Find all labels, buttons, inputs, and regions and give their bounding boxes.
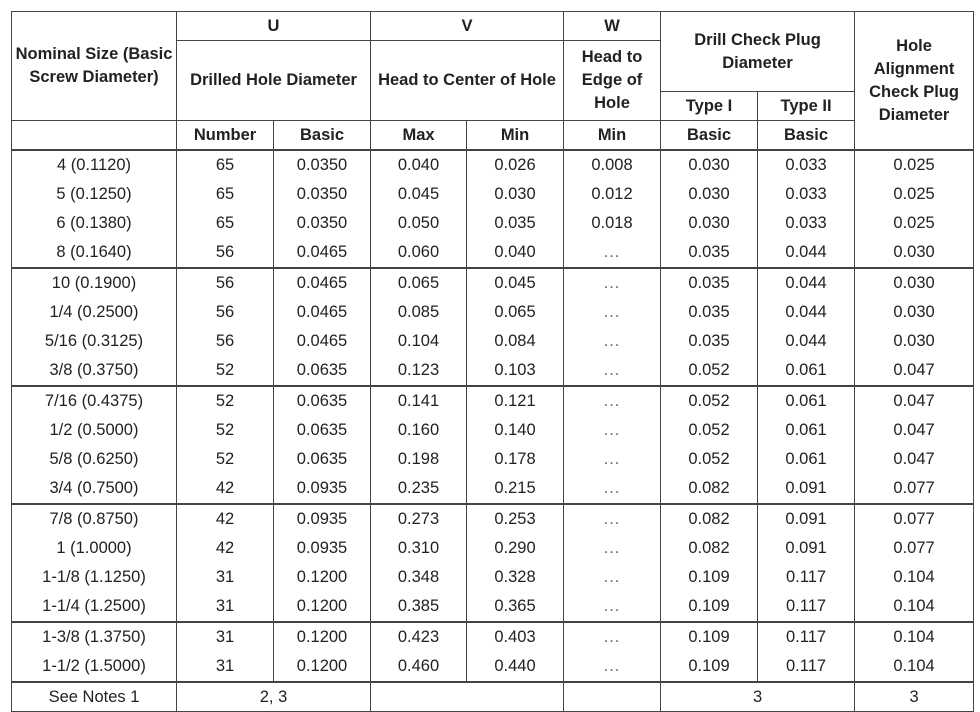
number-cell: 31 <box>177 622 274 652</box>
min-cell: 0.045 <box>467 268 564 298</box>
type1-basic-cell: 0.052 <box>661 356 758 386</box>
number-cell: 56 <box>177 238 274 268</box>
number-cell: 65 <box>177 180 274 209</box>
min-cell: 0.440 <box>467 652 564 682</box>
alignment-cell: 0.030 <box>855 327 974 356</box>
max-cell: 0.423 <box>371 622 467 652</box>
w-min-cell: ... <box>564 386 661 416</box>
min-header: Min <box>467 121 564 151</box>
max-cell: 0.040 <box>371 150 467 180</box>
basic-cell: 0.0935 <box>274 534 371 563</box>
max-cell: 0.104 <box>371 327 467 356</box>
alignment-cell: 0.025 <box>855 209 974 238</box>
type1-basic-cell: 0.030 <box>661 209 758 238</box>
type1-header: Type I <box>661 92 758 121</box>
alignment-cell: 0.030 <box>855 298 974 327</box>
min-cell: 0.290 <box>467 534 564 563</box>
u-header: U <box>177 12 371 41</box>
alignment-cell: 0.047 <box>855 445 974 474</box>
alignment-cell: 0.030 <box>855 268 974 298</box>
type2-basic-cell: 0.061 <box>758 416 855 445</box>
number-cell: 52 <box>177 416 274 445</box>
basic-cell: 0.0465 <box>274 327 371 356</box>
alignment-cell: 0.077 <box>855 504 974 534</box>
alignment-cell: 0.104 <box>855 652 974 682</box>
type2-basic-cell: 0.117 <box>758 592 855 622</box>
min-cell: 0.084 <box>467 327 564 356</box>
type1-basic-cell: 0.082 <box>661 504 758 534</box>
number-cell: 31 <box>177 563 274 592</box>
type2-basic-header: Basic <box>758 121 855 151</box>
number-cell: 42 <box>177 474 274 504</box>
nominal-size-cell: 5/8 (0.6250) <box>12 445 177 474</box>
max-cell: 0.160 <box>371 416 467 445</box>
table-row <box>12 534 974 563</box>
type2-basic-cell: 0.091 <box>758 534 855 563</box>
max-cell: 0.060 <box>371 238 467 268</box>
basic-cell: 0.0465 <box>274 268 371 298</box>
basic-cell: 0.1200 <box>274 652 371 682</box>
max-cell: 0.045 <box>371 180 467 209</box>
type1-basic-cell: 0.052 <box>661 445 758 474</box>
table-row <box>12 652 974 682</box>
number-cell: 65 <box>177 209 274 238</box>
nominal-size-cell: 7/16 (0.4375) <box>12 386 177 416</box>
type2-basic-cell: 0.117 <box>758 652 855 682</box>
min-cell: 0.140 <box>467 416 564 445</box>
basic-cell: 0.0350 <box>274 209 371 238</box>
w-min-cell: ... <box>564 327 661 356</box>
notes-u: 2, 3 <box>177 682 371 712</box>
min-cell: 0.026 <box>467 150 564 180</box>
type2-basic-cell: 0.033 <box>758 150 855 180</box>
basic-cell: 0.0350 <box>274 180 371 209</box>
w-min-cell: 0.018 <box>564 209 661 238</box>
alignment-cell: 0.104 <box>855 563 974 592</box>
v-header: V <box>371 12 564 41</box>
max-cell: 0.085 <box>371 298 467 327</box>
nominal-size-cell: 6 (0.1380) <box>12 209 177 238</box>
drill-check-header: Drill Check Plug Diameter <box>661 12 855 92</box>
type1-basic-header: Basic <box>661 121 758 151</box>
notes-v <box>371 682 564 712</box>
nominal-size-cell: 1-1/2 (1.5000) <box>12 652 177 682</box>
row-group <box>12 386 974 504</box>
min-cell: 0.035 <box>467 209 564 238</box>
drilled-hole-header: Drilled Hole Diameter <box>177 41 371 121</box>
alignment-cell: 0.104 <box>855 622 974 652</box>
basic-cell: 0.0465 <box>274 238 371 268</box>
number-cell: 31 <box>177 652 274 682</box>
spec-table <box>11 11 974 712</box>
table-row <box>12 150 974 180</box>
notes-row <box>12 682 974 712</box>
type2-basic-cell: 0.033 <box>758 180 855 209</box>
type1-basic-cell: 0.030 <box>661 180 758 209</box>
basic-cell: 0.0465 <box>274 298 371 327</box>
basic-cell: 0.0935 <box>274 474 371 504</box>
max-cell: 0.065 <box>371 268 467 298</box>
alignment-cell: 0.047 <box>855 386 974 416</box>
table-row <box>12 356 974 386</box>
w-min-cell: ... <box>564 622 661 652</box>
number-cell: 52 <box>177 386 274 416</box>
type1-basic-cell: 0.082 <box>661 534 758 563</box>
type1-basic-cell: 0.109 <box>661 622 758 652</box>
number-cell: 52 <box>177 356 274 386</box>
nominal-size-cell: 1/4 (0.2500) <box>12 298 177 327</box>
max-cell: 0.198 <box>371 445 467 474</box>
type2-basic-cell: 0.061 <box>758 445 855 474</box>
nominal-size-cell: 1 (1.0000) <box>12 534 177 563</box>
nominal-size-header: Nominal Size (Basic Screw Diameter) <box>12 12 177 121</box>
table-row <box>12 592 974 622</box>
max-cell: 0.348 <box>371 563 467 592</box>
basic-cell: 0.1200 <box>274 592 371 622</box>
hole-alignment-header: Hole Alignment Check Plug Diameter <box>855 12 974 151</box>
table-row <box>12 445 974 474</box>
min-cell: 0.030 <box>467 180 564 209</box>
row-group <box>12 504 974 622</box>
w-min-cell: ... <box>564 416 661 445</box>
type2-header: Type II <box>758 92 855 121</box>
max-cell: 0.273 <box>371 504 467 534</box>
basic-cell: 0.0635 <box>274 445 371 474</box>
w-min-cell: ... <box>564 356 661 386</box>
type1-basic-cell: 0.109 <box>661 592 758 622</box>
alignment-cell: 0.047 <box>855 416 974 445</box>
w-min-cell: ... <box>564 298 661 327</box>
type1-basic-cell: 0.052 <box>661 386 758 416</box>
max-cell: 0.385 <box>371 592 467 622</box>
basic-cell: 0.1200 <box>274 622 371 652</box>
max-header: Max <box>371 121 467 151</box>
type2-basic-cell: 0.117 <box>758 563 855 592</box>
row-group <box>12 150 974 268</box>
alignment-cell: 0.025 <box>855 150 974 180</box>
nominal-size-cell: 3/8 (0.3750) <box>12 356 177 386</box>
type2-basic-cell: 0.044 <box>758 268 855 298</box>
number-cell: 42 <box>177 534 274 563</box>
min-cell: 0.178 <box>467 445 564 474</box>
table-row <box>12 504 974 534</box>
notes-drill-check: 3 <box>661 682 855 712</box>
type2-basic-cell: 0.117 <box>758 622 855 652</box>
basic-cell: 0.0350 <box>274 150 371 180</box>
alignment-cell: 0.077 <box>855 534 974 563</box>
w-min-cell: ... <box>564 238 661 268</box>
number-cell: 56 <box>177 268 274 298</box>
basic-cell: 0.0635 <box>274 386 371 416</box>
nominal-size-cell: 1-3/8 (1.3750) <box>12 622 177 652</box>
table-row <box>12 386 974 416</box>
type2-basic-cell: 0.091 <box>758 474 855 504</box>
table-row <box>12 298 974 327</box>
w-min-cell: ... <box>564 563 661 592</box>
type1-basic-cell: 0.052 <box>661 416 758 445</box>
type1-basic-cell: 0.035 <box>661 298 758 327</box>
w-min-cell: ... <box>564 474 661 504</box>
w-min-header: Min <box>564 121 661 151</box>
w-min-cell: ... <box>564 652 661 682</box>
nominal-size-cell: 8 (0.1640) <box>12 238 177 268</box>
nominal-size-cell: 4 (0.1120) <box>12 150 177 180</box>
max-cell: 0.460 <box>371 652 467 682</box>
type1-basic-cell: 0.109 <box>661 652 758 682</box>
nominal-subheader-spacer <box>12 121 177 151</box>
min-cell: 0.215 <box>467 474 564 504</box>
basic-cell: 0.1200 <box>274 563 371 592</box>
type1-basic-cell: 0.109 <box>661 563 758 592</box>
type2-basic-cell: 0.091 <box>758 504 855 534</box>
table-row <box>12 474 974 504</box>
nominal-size-cell: 7/8 (0.8750) <box>12 504 177 534</box>
type2-basic-cell: 0.044 <box>758 327 855 356</box>
notes-w <box>564 682 661 712</box>
basic-cell: 0.0635 <box>274 416 371 445</box>
number-cell: 56 <box>177 327 274 356</box>
type1-basic-cell: 0.035 <box>661 268 758 298</box>
min-cell: 0.328 <box>467 563 564 592</box>
type1-basic-cell: 0.082 <box>661 474 758 504</box>
alignment-cell: 0.047 <box>855 356 974 386</box>
number-cell: 56 <box>177 298 274 327</box>
alignment-cell: 0.025 <box>855 180 974 209</box>
w-min-cell: 0.012 <box>564 180 661 209</box>
type2-basic-cell: 0.044 <box>758 298 855 327</box>
type1-basic-cell: 0.030 <box>661 150 758 180</box>
head-to-edge-header: Head to Edge of Hole <box>564 41 661 121</box>
min-cell: 0.121 <box>467 386 564 416</box>
alignment-cell: 0.077 <box>855 474 974 504</box>
w-min-cell: ... <box>564 504 661 534</box>
type1-basic-cell: 0.035 <box>661 238 758 268</box>
max-cell: 0.141 <box>371 386 467 416</box>
max-cell: 0.310 <box>371 534 467 563</box>
type2-basic-cell: 0.033 <box>758 209 855 238</box>
nominal-size-cell: 1/2 (0.5000) <box>12 416 177 445</box>
number-header: Number <box>177 121 274 151</box>
max-cell: 0.123 <box>371 356 467 386</box>
type2-basic-cell: 0.061 <box>758 356 855 386</box>
w-min-cell: ... <box>564 534 661 563</box>
head-to-center-header: Head to Center of Hole <box>371 41 564 121</box>
table-row <box>12 180 974 209</box>
table-row <box>12 327 974 356</box>
table-row <box>12 622 974 652</box>
nominal-size-cell: 1-1/8 (1.1250) <box>12 563 177 592</box>
w-min-cell: ... <box>564 268 661 298</box>
nominal-size-cell: 5/16 (0.3125) <box>12 327 177 356</box>
basic-cell: 0.0935 <box>274 504 371 534</box>
table-row <box>12 238 974 268</box>
max-cell: 0.235 <box>371 474 467 504</box>
min-cell: 0.065 <box>467 298 564 327</box>
row-group <box>12 622 974 682</box>
basic-header: Basic <box>274 121 371 151</box>
max-cell: 0.050 <box>371 209 467 238</box>
w-min-cell: ... <box>564 445 661 474</box>
row-group <box>12 268 974 386</box>
type1-basic-cell: 0.035 <box>661 327 758 356</box>
nominal-size-cell: 1-1/4 (1.2500) <box>12 592 177 622</box>
table-row <box>12 416 974 445</box>
number-cell: 31 <box>177 592 274 622</box>
nominal-size-cell: 10 (0.1900) <box>12 268 177 298</box>
min-cell: 0.040 <box>467 238 564 268</box>
nominal-size-cell: 5 (0.1250) <box>12 180 177 209</box>
number-cell: 42 <box>177 504 274 534</box>
alignment-cell: 0.104 <box>855 592 974 622</box>
table-row <box>12 563 974 592</box>
w-min-cell: 0.008 <box>564 150 661 180</box>
table-row <box>12 268 974 298</box>
number-cell: 65 <box>177 150 274 180</box>
notes-alignment: 3 <box>855 682 974 712</box>
w-header: W <box>564 12 661 41</box>
table-row <box>12 209 974 238</box>
number-cell: 52 <box>177 445 274 474</box>
w-min-cell: ... <box>564 592 661 622</box>
type2-basic-cell: 0.061 <box>758 386 855 416</box>
basic-cell: 0.0635 <box>274 356 371 386</box>
type2-basic-cell: 0.044 <box>758 238 855 268</box>
notes-label: See Notes 1 <box>12 682 177 712</box>
min-cell: 0.403 <box>467 622 564 652</box>
min-cell: 0.365 <box>467 592 564 622</box>
min-cell: 0.103 <box>467 356 564 386</box>
alignment-cell: 0.030 <box>855 238 974 268</box>
nominal-size-cell: 3/4 (0.7500) <box>12 474 177 504</box>
min-cell: 0.253 <box>467 504 564 534</box>
